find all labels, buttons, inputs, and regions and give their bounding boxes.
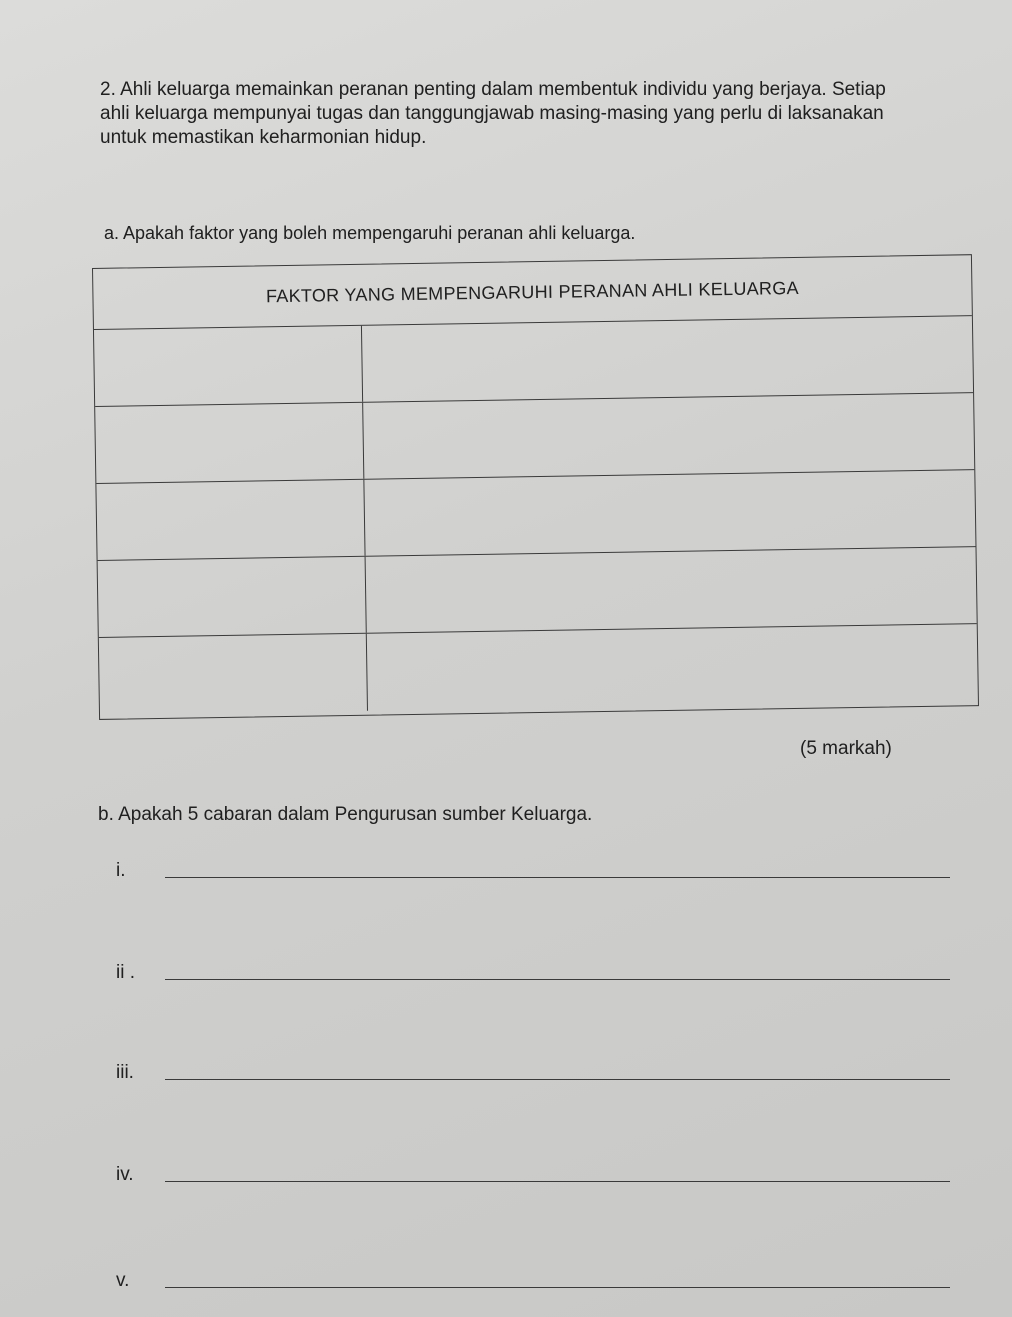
table-row	[95, 393, 974, 484]
answer-row-2	[110, 948, 950, 988]
answer-row-3	[110, 1048, 950, 1088]
table-cell-left[interactable]	[95, 403, 364, 483]
answer-row-4	[110, 1150, 950, 1190]
table-cell-right[interactable]	[366, 547, 977, 633]
question-intro: 2. Ahli keluarga memainkan peranan penting dalam membentuk individu yang berjaya. Setiap ahli keluarga mempunyai tugas dan tanggungjawab masing-masing yang perlu di laksanakan untuk memastikan keharmonian hidup.	[100, 79, 886, 148]
table-cell-right[interactable]	[367, 624, 978, 711]
factor-table-header: FAKTOR YANG MEMPENGARUHI PERANAN AHLI KELUARGA	[93, 255, 972, 330]
answer-label: iii.	[116, 1062, 134, 1083]
table-cell-right[interactable]	[363, 393, 974, 479]
table-cell-left[interactable]	[98, 557, 367, 637]
answer-row-5	[110, 1256, 950, 1296]
table-cell-left[interactable]	[96, 480, 365, 560]
answer-label: iv.	[116, 1164, 134, 1185]
marks-label: (5 markah)	[800, 738, 892, 759]
answer-line[interactable]	[165, 979, 950, 980]
table-cell-right[interactable]	[364, 470, 975, 556]
table-row	[96, 470, 975, 561]
question-part-b: b. Apakah 5 cabaran dalam Pengurusan sumber Keluarga.	[98, 804, 593, 825]
answer-line[interactable]	[165, 1079, 950, 1080]
answer-row-1	[110, 846, 950, 886]
answer-line[interactable]	[165, 1287, 950, 1288]
table-row	[94, 316, 973, 407]
answer-label: ii .	[116, 962, 135, 983]
factor-table	[92, 254, 979, 720]
answer-label: i.	[116, 860, 126, 881]
table-cell-left[interactable]	[99, 634, 368, 715]
answer-line[interactable]	[165, 1181, 950, 1182]
table-cell-right[interactable]	[362, 316, 973, 402]
table-row	[98, 547, 977, 638]
table-row	[99, 624, 978, 715]
question-part-a: a. Apakah faktor yang boleh mempengaruhi peranan ahli keluarga.	[104, 223, 636, 243]
table-cell-left[interactable]	[94, 326, 363, 406]
answer-label: v.	[116, 1270, 130, 1291]
answer-line[interactable]	[165, 877, 950, 878]
